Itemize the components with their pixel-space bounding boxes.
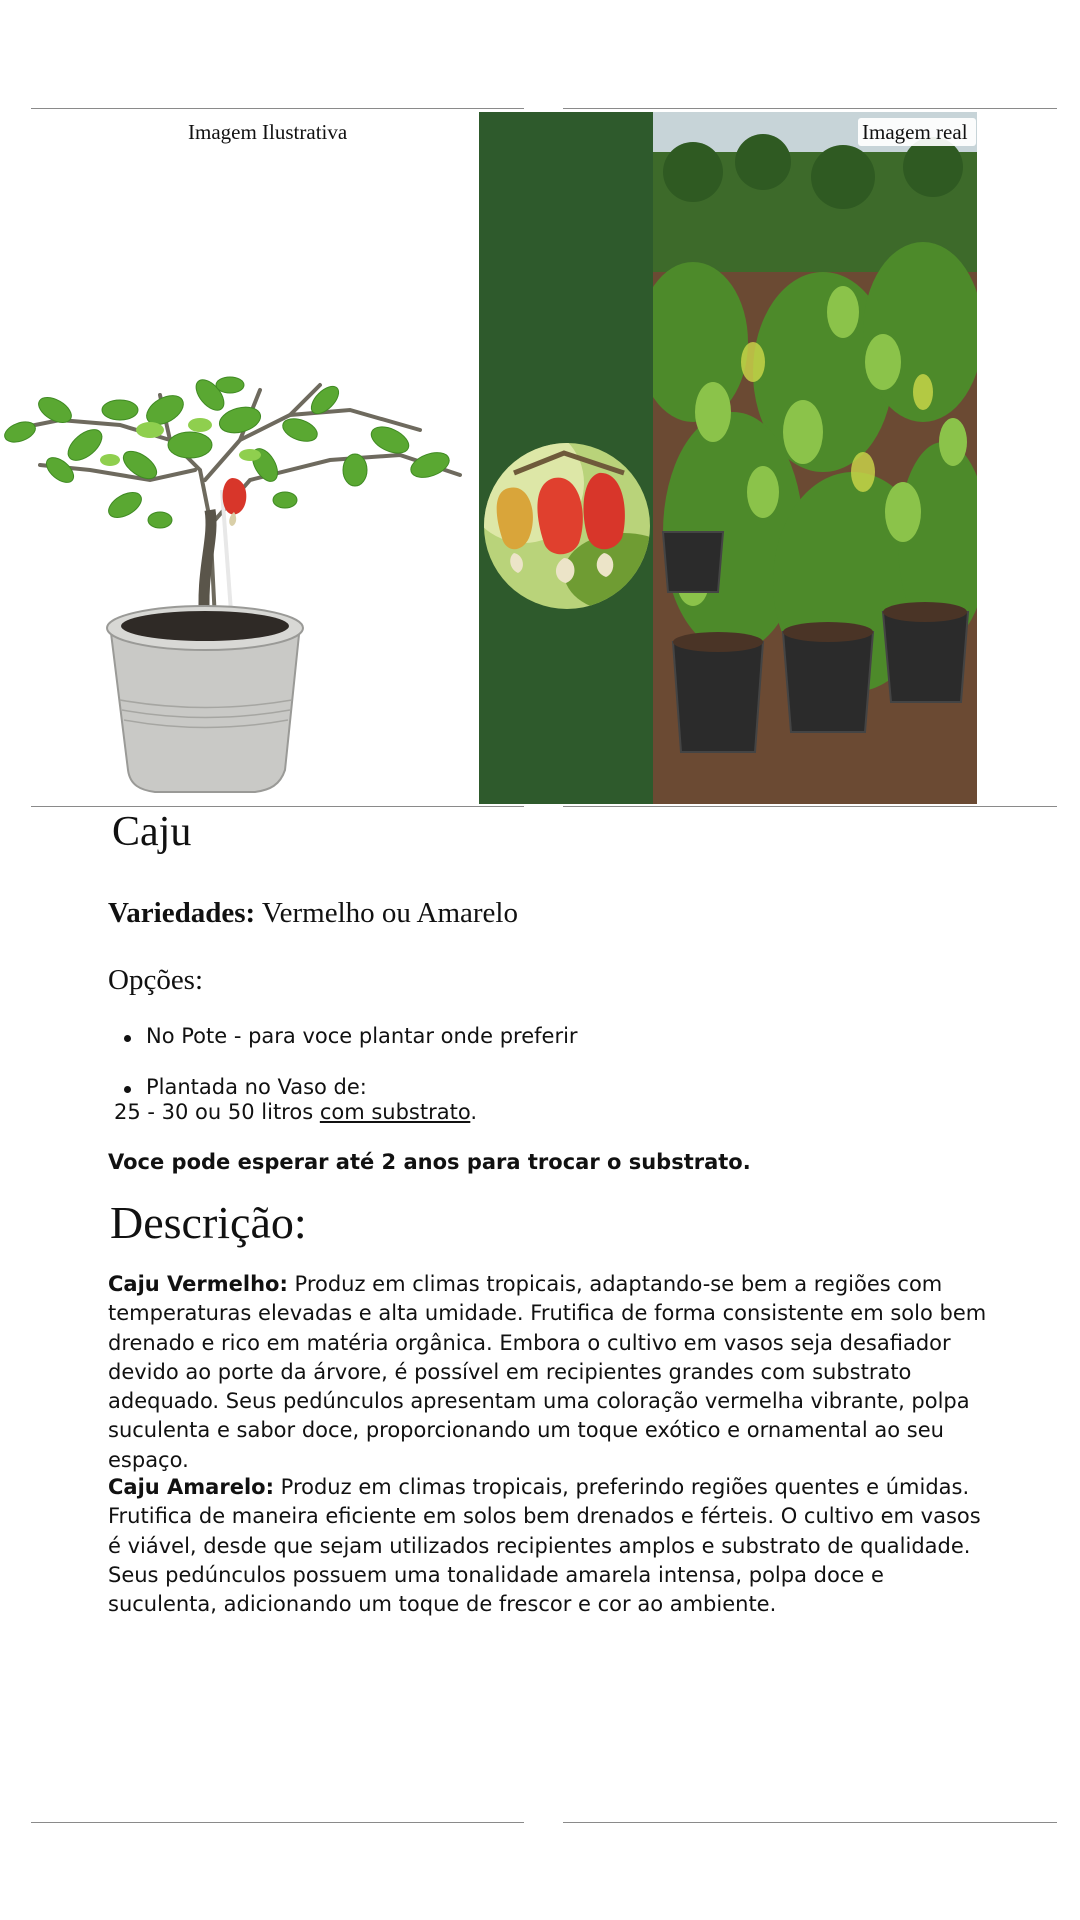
options-heading: Opções: — [108, 964, 204, 996]
description-red-paragraph — [108, 1270, 988, 1475]
top-rule-left — [31, 108, 524, 109]
vase-sizes-text: 25 - 30 ou 50 litros — [114, 1100, 320, 1124]
varieties-line — [108, 897, 518, 930]
real-image-caption: Imagem real — [862, 120, 968, 144]
red-variety-text: Produz em climas tropicais, adaptando-se bem a regiões com temperaturas elevadas e alta umidade. Frutifica de forma consistente em solo bem drenado e rico em matéria orgânica. Embora o cultivo em vasos seja desafiador devido ao porte da árvore, é possível em recipientes grandes com substrato adequado. Seus pedúnculos apresentam uma coloração vermelha vibrante, polpa suculenta e sabor doce, proporcionando um toque exótico e ornamental ao seu espaço. — [108, 1272, 987, 1472]
substrate-note: Voce pode esperar até 2 anos para trocar o substrato. — [108, 1150, 751, 1174]
option-item-pot: No Pote - para voce plantar onde preferir — [146, 1024, 578, 1048]
bottom-rule-left — [31, 1822, 524, 1823]
mid-rule-left — [31, 806, 524, 807]
bottom-rule-right — [563, 1822, 1057, 1823]
description-heading: Descrição: — [110, 1197, 307, 1248]
vase-sizes — [114, 1100, 477, 1124]
description-yellow-paragraph — [108, 1473, 988, 1619]
cashew-fruit-image — [484, 443, 650, 609]
option-item-vase: Plantada no Vaso de: — [146, 1075, 367, 1099]
red-variety-label: Caju Vermelho: — [108, 1272, 288, 1296]
yellow-variety-label: Caju Amarelo: — [108, 1475, 274, 1499]
illustrative-image-caption: Imagem Ilustrativa — [188, 120, 348, 144]
substrate-link[interactable]: com substrato — [319, 1100, 471, 1124]
mid-rule-right — [563, 806, 1057, 807]
yellow-variety-text: Produz em climas tropicais, preferindo regiões quentes e úmidas. Frutifica de maneira eficiente em solos bem drenados e férteis. O cultivo em vasos é viável, desde que sejam utilizados recipientes amplos e substrato de qualidade. Seus pedúnculos possuem uma tonalidade amarela intensa, polpa doce e suculenta, adicionando um toque de frescor e cor ao ambiente. — [108, 1475, 981, 1617]
top-rule-right — [563, 108, 1057, 109]
vase-sizes-end: . — [470, 1100, 478, 1124]
product-title: Caju — [112, 809, 192, 855]
illustrative-cashew-tree-image — [0, 370, 470, 800]
real-nursery-photo — [653, 112, 977, 804]
varieties-value: Vermelho ou Amarelo — [255, 897, 518, 929]
varieties-label: Variedades: — [108, 897, 256, 929]
